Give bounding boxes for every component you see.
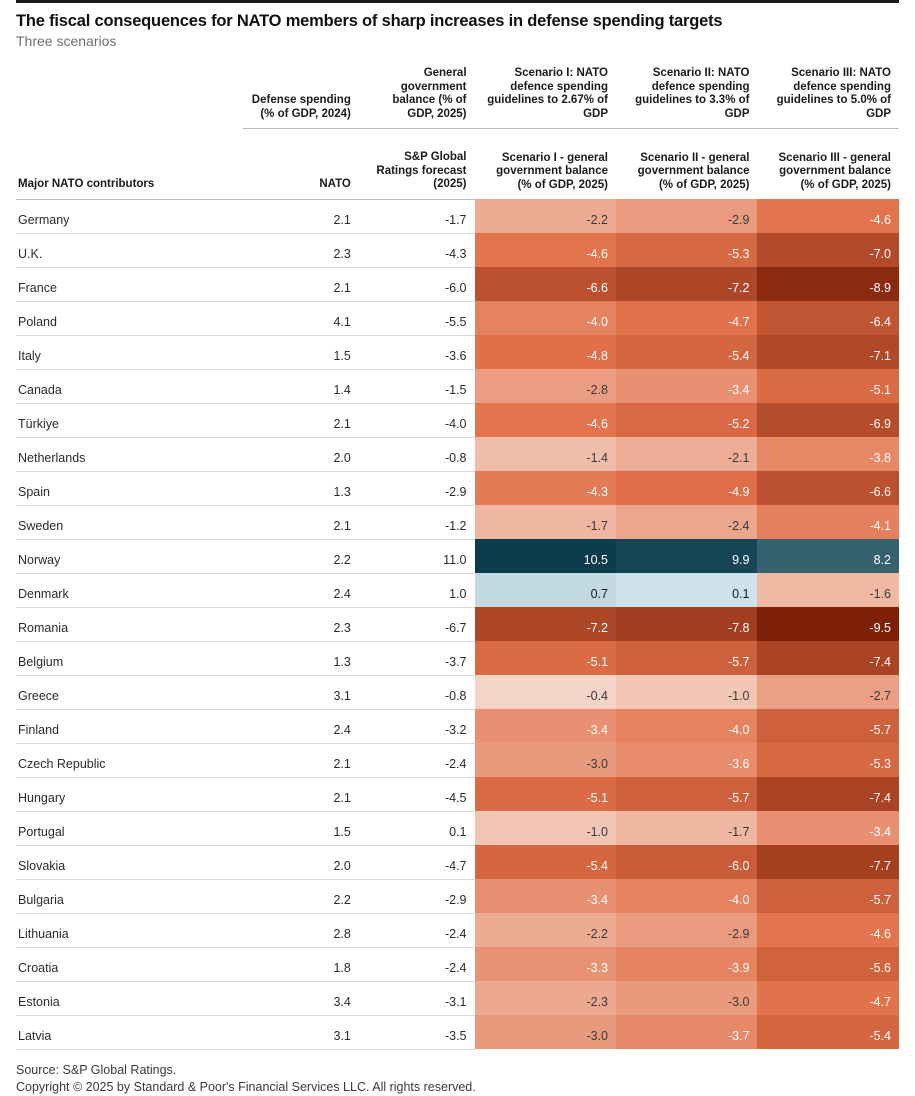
scenario-3-value: -7.4 — [757, 777, 899, 811]
nato-defense-spending-value: 4.1 — [243, 301, 359, 335]
country-name: Romania — [16, 607, 243, 641]
table-row — [16, 913, 899, 947]
sp-forecast-value: -2.9 — [359, 471, 475, 505]
scenario-2-value: -5.4 — [616, 335, 757, 369]
sp-forecast-value: -4.5 — [359, 777, 475, 811]
footer — [16, 1062, 899, 1096]
scenario-1-value: 0.7 — [475, 573, 616, 607]
scenario-2-value: -7.2 — [616, 267, 757, 301]
country-name: Belgium — [16, 641, 243, 675]
table-row — [16, 403, 899, 437]
scenario-1-value: -4.6 — [475, 403, 616, 437]
nato-defense-spending-value: 2.1 — [243, 267, 359, 301]
nato-defense-spending-value: 1.3 — [243, 641, 359, 675]
scenario-2-value: -2.1 — [616, 437, 757, 471]
scenario-3-value: -4.6 — [757, 913, 899, 947]
header-scenario-3: Scenario III: NATO defence spending guidelines to 5.0% of GDP — [776, 67, 891, 120]
country-name: Portugal — [16, 811, 243, 845]
scenario-2-value: -4.9 — [616, 471, 757, 505]
sp-forecast-value: 0.1 — [359, 811, 475, 845]
scenario-1-value: -3.0 — [475, 1015, 616, 1049]
table-row — [16, 1015, 899, 1049]
scenario-2-value: -1.7 — [616, 811, 757, 845]
scenario-2-value: -3.9 — [616, 947, 757, 981]
sp-forecast-value: -1.5 — [359, 369, 475, 403]
nato-defense-spending-value: 3.1 — [243, 675, 359, 709]
nato-defense-spending-value: 2.4 — [243, 709, 359, 743]
nato-defense-spending-value: 1.8 — [243, 947, 359, 981]
sp-forecast-value: -0.8 — [359, 437, 475, 471]
sp-forecast-value: -2.4 — [359, 947, 475, 981]
nato-defense-spending-value: 1.5 — [243, 811, 359, 845]
nato-defense-spending-value: 1.4 — [243, 369, 359, 403]
sp-forecast-value: -0.8 — [359, 675, 475, 709]
scenario-3-value: -2.7 — [757, 675, 899, 709]
scenario-1-value: -7.2 — [475, 607, 616, 641]
nato-defense-spending-value: 3.4 — [243, 981, 359, 1015]
country-name: Croatia — [16, 947, 243, 981]
nato-defense-spending-value: 2.1 — [243, 199, 359, 233]
scenario-3-value: -7.4 — [757, 641, 899, 675]
table-row — [16, 437, 899, 471]
table-row — [16, 335, 899, 369]
scenario-1-value: -5.1 — [475, 641, 616, 675]
scenario-1-value: -4.8 — [475, 335, 616, 369]
scenario-2-value: 9.9 — [616, 539, 757, 573]
scenario-2-value: -5.3 — [616, 233, 757, 267]
country-name: Canada — [16, 369, 243, 403]
country-name: Slovakia — [16, 845, 243, 879]
table-row — [16, 641, 899, 675]
scenario-2-value: -3.0 — [616, 981, 757, 1015]
table-row — [16, 369, 899, 403]
nato-defense-spending-value: 2.1 — [243, 777, 359, 811]
table-row — [16, 947, 899, 981]
table-row — [16, 709, 899, 743]
sp-forecast-value: -1.7 — [359, 199, 475, 233]
sp-forecast-value: 1.0 — [359, 573, 475, 607]
header-scenario-3-balance: Scenario III - general government balance (% of GDP, 2025) — [778, 151, 891, 191]
table-header-sub-row — [16, 129, 899, 200]
table-row — [16, 573, 899, 607]
nato-defense-spending-value: 2.2 — [243, 539, 359, 573]
scenario-3-value: -4.7 — [757, 981, 899, 1015]
scenario-3-value: 8.2 — [757, 539, 899, 573]
scenario-1-value: -1.4 — [475, 437, 616, 471]
nato-defense-spending-value: 2.1 — [243, 505, 359, 539]
country-name: Estonia — [16, 981, 243, 1015]
scenario-1-value: -1.0 — [475, 811, 616, 845]
nato-defense-spending-value: 3.1 — [243, 1015, 359, 1049]
scenario-3-value: -4.1 — [757, 505, 899, 539]
nato-fiscal-table — [16, 53, 899, 1050]
country-name: Norway — [16, 539, 243, 573]
scenario-2-value: -2.9 — [616, 913, 757, 947]
header-sp-forecast: S&P Global Ratings forecast (2025) — [376, 151, 467, 190]
sp-forecast-value: -3.1 — [359, 981, 475, 1015]
scenario-1-value: -1.7 — [475, 505, 616, 539]
scenario-2-value: -5.7 — [616, 777, 757, 811]
scenario-1-value: -3.0 — [475, 743, 616, 777]
scenario-2-value: -4.0 — [616, 879, 757, 913]
scenario-3-value: -9.5 — [757, 607, 899, 641]
footer-copyright: Copyright © 2025 by Standard & Poor's Financial Services LLC. All rights reserved. — [16, 1079, 476, 1094]
scenario-3-value: -4.6 — [757, 199, 899, 233]
country-name: Greece — [16, 675, 243, 709]
header-major-contributors: Major NATO contributors — [18, 178, 155, 190]
scenario-1-value: -6.6 — [475, 267, 616, 301]
country-name: Sweden — [16, 505, 243, 539]
header-defense-spending: Defense spending (% of GDP, 2024) — [251, 94, 351, 120]
scenario-1-value: -0.4 — [475, 675, 616, 709]
table-row — [16, 471, 899, 505]
scenario-3-value: -5.3 — [757, 743, 899, 777]
header-blank — [16, 53, 243, 127]
scenario-1-value: -3.4 — [475, 709, 616, 743]
table-row — [16, 777, 899, 811]
sp-forecast-value: -2.4 — [359, 743, 475, 777]
country-name: Hungary — [16, 777, 243, 811]
scenario-3-value: -6.6 — [757, 471, 899, 505]
nato-defense-spending-value: 2.3 — [243, 607, 359, 641]
scenario-3-value: -7.7 — [757, 845, 899, 879]
scenario-1-value: -4.3 — [475, 471, 616, 505]
nato-defense-spending-value: 2.0 — [243, 845, 359, 879]
nato-defense-spending-value: 1.5 — [243, 335, 359, 369]
nato-defense-spending-value: 2.1 — [243, 743, 359, 777]
scenario-2-value: -5.7 — [616, 641, 757, 675]
nato-defense-spending-value: 2.3 — [243, 233, 359, 267]
table-row — [16, 505, 899, 539]
scenario-3-value: -6.9 — [757, 403, 899, 437]
scenario-3-value: -8.9 — [757, 267, 899, 301]
table-row — [16, 607, 899, 641]
table-row — [16, 301, 899, 335]
scenario-3-value: -5.7 — [757, 709, 899, 743]
scenario-3-value: -5.7 — [757, 879, 899, 913]
nato-defense-spending-value: 2.8 — [243, 913, 359, 947]
sp-forecast-value: -3.5 — [359, 1015, 475, 1049]
sp-forecast-value: -3.7 — [359, 641, 475, 675]
header-govt-balance: General government balance (% of GDP, 2025) — [392, 67, 467, 120]
header-nato: NATO — [319, 178, 351, 190]
nato-defense-spending-value: 2.4 — [243, 573, 359, 607]
country-name: Türkiye — [16, 403, 243, 437]
scenario-3-value: -5.6 — [757, 947, 899, 981]
table-row — [16, 743, 899, 777]
scenario-1-value: -2.2 — [475, 199, 616, 233]
table-body — [16, 199, 899, 1049]
table-row — [16, 981, 899, 1015]
header-scenario-1: Scenario I: NATO defence spending guidelines to 2.67% of GDP — [487, 67, 608, 120]
scenario-2-value: -2.4 — [616, 505, 757, 539]
table-row — [16, 199, 899, 233]
table-header-top-row — [16, 53, 899, 127]
scenario-2-value: -3.4 — [616, 369, 757, 403]
scenario-1-value: -4.6 — [475, 233, 616, 267]
scenario-2-value: -7.8 — [616, 607, 757, 641]
scenario-2-value: -3.6 — [616, 743, 757, 777]
scenario-2-value: -1.0 — [616, 675, 757, 709]
country-name: U.K. — [16, 233, 243, 267]
sp-forecast-value: -3.2 — [359, 709, 475, 743]
scenario-1-value: -2.3 — [475, 981, 616, 1015]
sp-forecast-value: -4.0 — [359, 403, 475, 437]
scenario-2-value: -2.9 — [616, 199, 757, 233]
country-name: Denmark — [16, 573, 243, 607]
scenario-1-value: 10.5 — [475, 539, 616, 573]
sp-forecast-value: -1.2 — [359, 505, 475, 539]
country-name: Finland — [16, 709, 243, 743]
sp-forecast-value: -4.7 — [359, 845, 475, 879]
country-name: Lithuania — [16, 913, 243, 947]
table-row — [16, 675, 899, 709]
scenario-3-value: -5.4 — [757, 1015, 899, 1049]
scenario-1-value: -3.4 — [475, 879, 616, 913]
page-title: The fiscal consequences for NATO members of sharp increases in defense spending targets — [16, 12, 723, 30]
scenario-2-value: -5.2 — [616, 403, 757, 437]
scenario-1-value: -2.8 — [475, 369, 616, 403]
scenario-3-value: -6.4 — [757, 301, 899, 335]
sp-forecast-value: -3.6 — [359, 335, 475, 369]
country-name: Spain — [16, 471, 243, 505]
sp-forecast-value: -6.7 — [359, 607, 475, 641]
country-name: Latvia — [16, 1015, 243, 1049]
nato-defense-spending-value: 2.0 — [243, 437, 359, 471]
footer-source: Source: S&P Global Ratings. — [16, 1062, 177, 1077]
sp-forecast-value: -2.9 — [359, 879, 475, 913]
header-scenario-1-balance: Scenario I - general government balance (% of GDP, 2025) — [496, 151, 608, 191]
scenario-1-value: -5.4 — [475, 845, 616, 879]
table-row — [16, 267, 899, 301]
table-row — [16, 539, 899, 573]
country-name: Poland — [16, 301, 243, 335]
sp-forecast-value: -2.4 — [359, 913, 475, 947]
scenario-3-value: -7.1 — [757, 335, 899, 369]
country-name: Italy — [16, 335, 243, 369]
table-row — [16, 845, 899, 879]
scenario-3-value: -3.8 — [757, 437, 899, 471]
country-name: Netherlands — [16, 437, 243, 471]
sp-forecast-value: 11.0 — [359, 539, 475, 573]
nato-defense-spending-value: 2.1 — [243, 403, 359, 437]
scenario-3-value: -5.1 — [757, 369, 899, 403]
scenario-3-value: -3.4 — [757, 811, 899, 845]
nato-defense-spending-value: 2.2 — [243, 879, 359, 913]
scenario-1-value: -5.1 — [475, 777, 616, 811]
sp-forecast-value: -6.0 — [359, 267, 475, 301]
header-scenario-2-balance: Scenario II - general government balance (% of GDP, 2025) — [637, 151, 750, 191]
header-scenario-2: Scenario II: NATO defence spending guidelines to 3.3% of GDP — [635, 67, 750, 120]
sp-forecast-value: -4.3 — [359, 233, 475, 267]
page-subtitle: Three scenarios — [16, 33, 117, 49]
scenario-1-value: -4.0 — [475, 301, 616, 335]
scenario-1-value: -3.3 — [475, 947, 616, 981]
country-name: Germany — [16, 199, 243, 233]
scenario-2-value: -4.7 — [616, 301, 757, 335]
country-name: France — [16, 267, 243, 301]
country-name: Bulgaria — [16, 879, 243, 913]
table-row — [16, 233, 899, 267]
scenario-2-value: -4.0 — [616, 709, 757, 743]
table-row — [16, 811, 899, 845]
top-divider — [16, 0, 899, 3]
scenario-2-value: -6.0 — [616, 845, 757, 879]
table-row — [16, 879, 899, 913]
scenario-3-value: -7.0 — [757, 233, 899, 267]
sp-forecast-value: -5.5 — [359, 301, 475, 335]
nato-defense-spending-value: 1.3 — [243, 471, 359, 505]
scenario-1-value: -2.2 — [475, 913, 616, 947]
scenario-3-value: -1.6 — [757, 573, 899, 607]
scenario-2-value: -3.7 — [616, 1015, 757, 1049]
country-name: Czech Republic — [16, 743, 243, 777]
scenario-2-value: 0.1 — [616, 573, 757, 607]
